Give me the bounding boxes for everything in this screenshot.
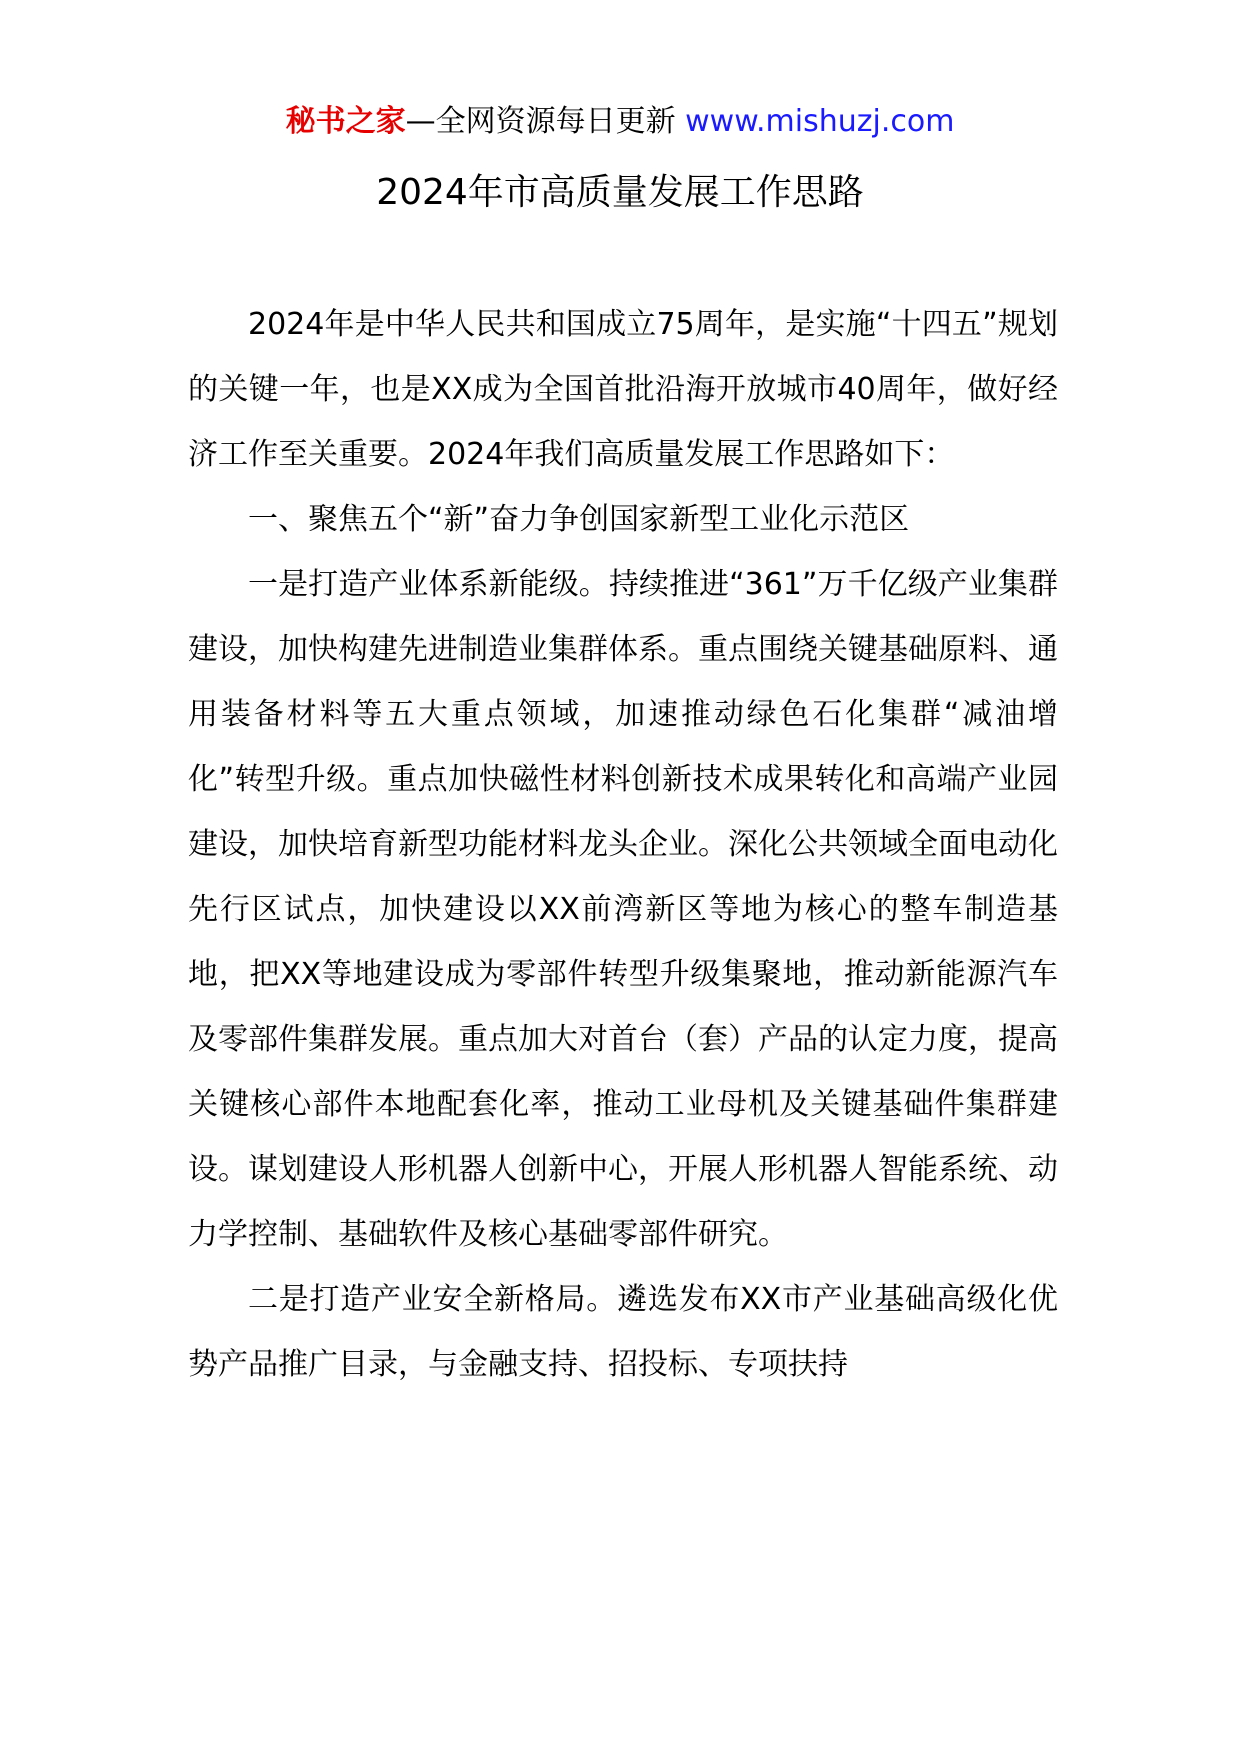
site-url: www.mishuzj.com [685,104,955,139]
paragraph-intro: 2024年是中华人民共和国成立75周年，是实施“十四五”规划的关键一年，也是XX成为全国首批沿海开放城市40周年，做好经济工作至关重要。2024年我们高质量发展工作思路如下： [188,307,1058,472]
brand-name: 秘书之家 [285,104,406,139]
paragraph-item-two: 二是打造产业安全新格局。遴选发布XX市产业基础高级化优势产品推广目录，与金融支持、招投标、专项扶持 [188,1282,1058,1382]
paragraph-item-one: 一是打造产业体系新能级。持续推进“361”万千亿级产业集群建设，加快构建先进制造业集群体系。重点围绕关键基础原料、通用装备材料等五大重点领域，加速推动绿色石化集群“减油增化”转型升级。重点加快磁性材料创新技术成果转化和高端产业园建设，加快培育新型功能材料龙头企业。深化公共领域全面电动化先行区试点，加快建设以XX前湾新区等地为核心的整车制造基地，把XX等地建设成为零部件转型升级集聚地，推动新能源汽车及零部件集群发展。重点加大对首台（套）产品的认定力度，提高关键核心部件本地配套化率，推动工业母机及关键基础件集群建设。谋划建设人形机器人创新中心，开展人形机器人智能系统、动力学控制、基础软件及核心基础零部件研究。 [188,567,1058,1252]
section-heading: 一、聚焦五个“新”奋力争创国家新型工业化示范区 [248,502,910,537]
header-tagline: —全网资源每日更新 [405,104,686,139]
document-body [188,292,1058,1397]
document-title: 2024年市高质量发展工作思路 [376,172,864,213]
page-header [0,100,1240,144]
